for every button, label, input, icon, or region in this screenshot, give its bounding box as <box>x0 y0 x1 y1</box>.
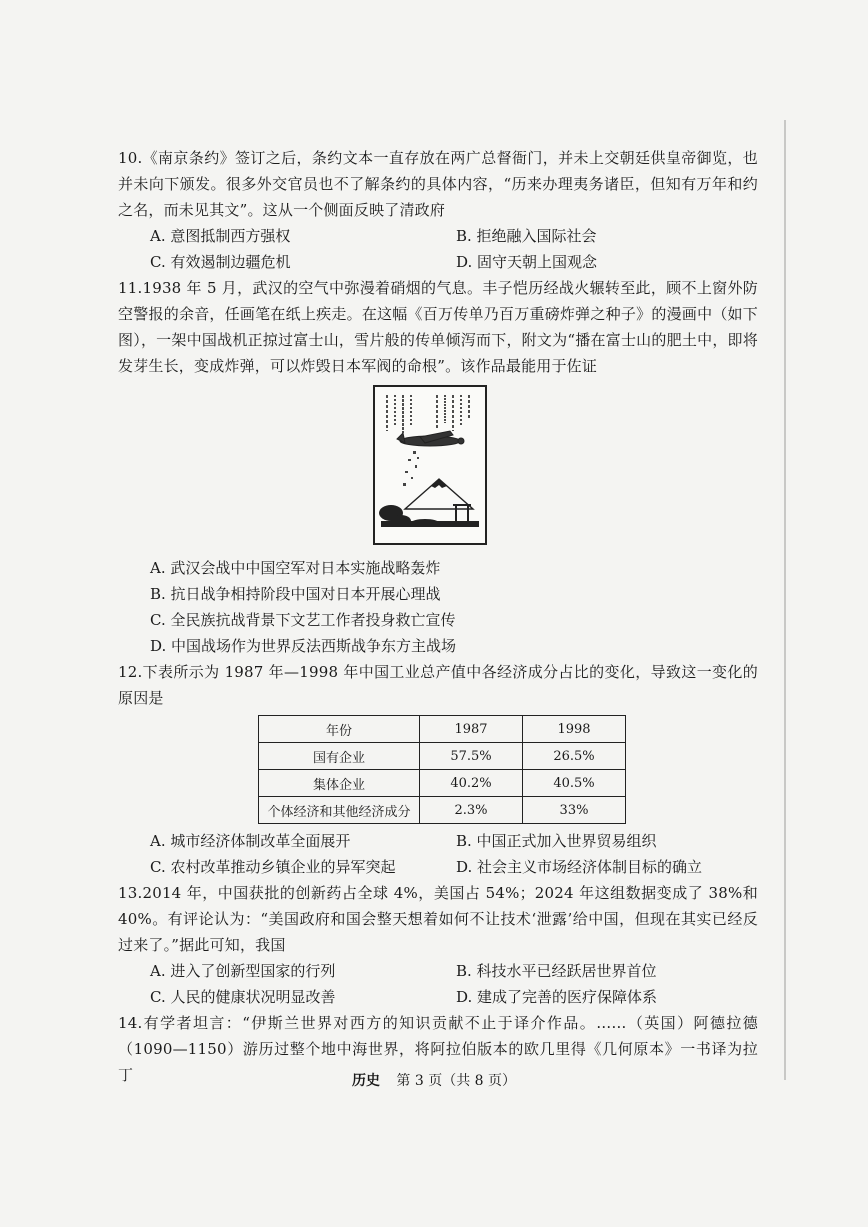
question-12-stem: 12.下表所示为 1987 年—1998 年中国工业总产值中各经济成分占比的变化，导致这一变化的原因是 <box>118 663 758 707</box>
q11-option-d: D. 中国战场作为世界反法西斯战争东方主战场 <box>150 637 457 655</box>
table-cell: 个体经济和其他经济成分 <box>259 797 420 824</box>
q13-option-c: C. 人民的健康状况明显改善 <box>150 988 336 1006</box>
q11-option-b: B. 抗日战争相持阶段中国对日本开展心理战 <box>150 585 441 603</box>
table-cell: 国有企业 <box>259 743 420 770</box>
cartoon-drawing <box>375 387 485 543</box>
question-11 <box>118 275 758 379</box>
q11-option-c: C. 全民族抗战背景下文艺工作者投身救亡宣传 <box>150 611 456 629</box>
table-header-cell: 1987 <box>420 716 523 743</box>
table-cell: 集体企业 <box>259 770 420 797</box>
q13-option-d: D. 建成了完善的医疗保障体系 <box>456 988 658 1006</box>
table-row <box>259 797 626 824</box>
table-cell: 40.2% <box>420 770 523 797</box>
q12-option-a: A. 城市经济体制改革全面展开 <box>150 832 351 850</box>
question-14-stem: 14.有学者坦言：“伊斯兰世界对西方的知识贡献不止于译介作品。……（英国）阿德拉德（1090—1150）游历过整个地中海世界，将阿拉伯版本的欧几里得《几何原本》一书译为拉丁 <box>118 1014 758 1084</box>
q12-option-b: B. 中国正式加入世界贸易组织 <box>456 832 657 850</box>
question-12 <box>118 659 758 711</box>
table-header-cell: 年份 <box>259 716 420 743</box>
table-row <box>259 770 626 797</box>
question-13-stem: 13.2014 年，中国获批的创新药占全球 4%，美国占 54%；2024 年这组数据变成了 38%和 40%。有评论认为：“美国政府和国会整天想着如何不让技术‘泄露’给中国，但现在其实已经反过来了。”据此可知，我国 <box>118 884 758 954</box>
footer-page-number: 第 3 页（共 8 页） <box>396 1073 517 1089</box>
q13-option-b: B. 科技水平已经跃居世界首位 <box>456 962 657 980</box>
table-cell: 26.5% <box>523 743 626 770</box>
question-10-stem: 10.《南京条约》签订之后，条约文本一直存放在两广总督衙门，并未上交朝廷供皇帝御览，也并未向下颁发。很多外交官员也不了解条约的具体内容，“历来办理夷务诸臣，但知有万年和约之名，而未见其文”。这从一个侧面反映了清政府 <box>118 149 758 219</box>
table-row <box>259 743 626 770</box>
question-13 <box>118 880 758 958</box>
q13-option-a: A. 进入了创新型国家的行列 <box>150 962 336 980</box>
q10-option-a: A. 意图抵制西方强权 <box>150 227 291 245</box>
q12-option-c: C. 农村改革推动乡镇企业的异军突起 <box>150 858 396 876</box>
page-footer <box>0 1070 868 1090</box>
table-header-cell: 1998 <box>523 716 626 743</box>
q11-option-a: A. 武汉会战中中国空军对日本实施战略轰炸 <box>150 559 441 577</box>
q10-option-c: C. 有效遏制边疆危机 <box>150 253 291 271</box>
q12-option-d: D. 社会主义市场经济体制目标的确立 <box>456 858 703 876</box>
question-11-stem: 11.1938 年 5 月，武汉的空气中弥漫着硝烟的气息。丰子恺历经战火辗转至此，顾不上窗外防空警报的余音，任画笔在纸上疾走。在这幅《百万传单乃百万重磅炸弹之种子》的漫画中（如下图），一架中国战机正掠过富士山，雪片般的传单倾泻而下，附文为“播在富士山的肥土中，即将发芽生长，变成炸弹，可以炸毁日本军阀的命根”。该作品最能用于佐证 <box>118 279 758 375</box>
q10-option-d: D. 固守天朝上国观念 <box>456 253 598 271</box>
table-cell: 57.5% <box>420 743 523 770</box>
question-10 <box>118 145 758 223</box>
table-header-row <box>259 716 626 743</box>
q10-option-b: B. 拒绝融入国际社会 <box>456 227 597 245</box>
table-cell: 33% <box>523 797 626 824</box>
margin-divider <box>784 120 786 1080</box>
economy-share-table <box>258 715 626 824</box>
table-cell: 40.5% <box>523 770 626 797</box>
table-cell: 2.3% <box>420 797 523 824</box>
cartoon-illustration <box>373 385 487 545</box>
footer-subject: 历史 <box>351 1073 380 1089</box>
